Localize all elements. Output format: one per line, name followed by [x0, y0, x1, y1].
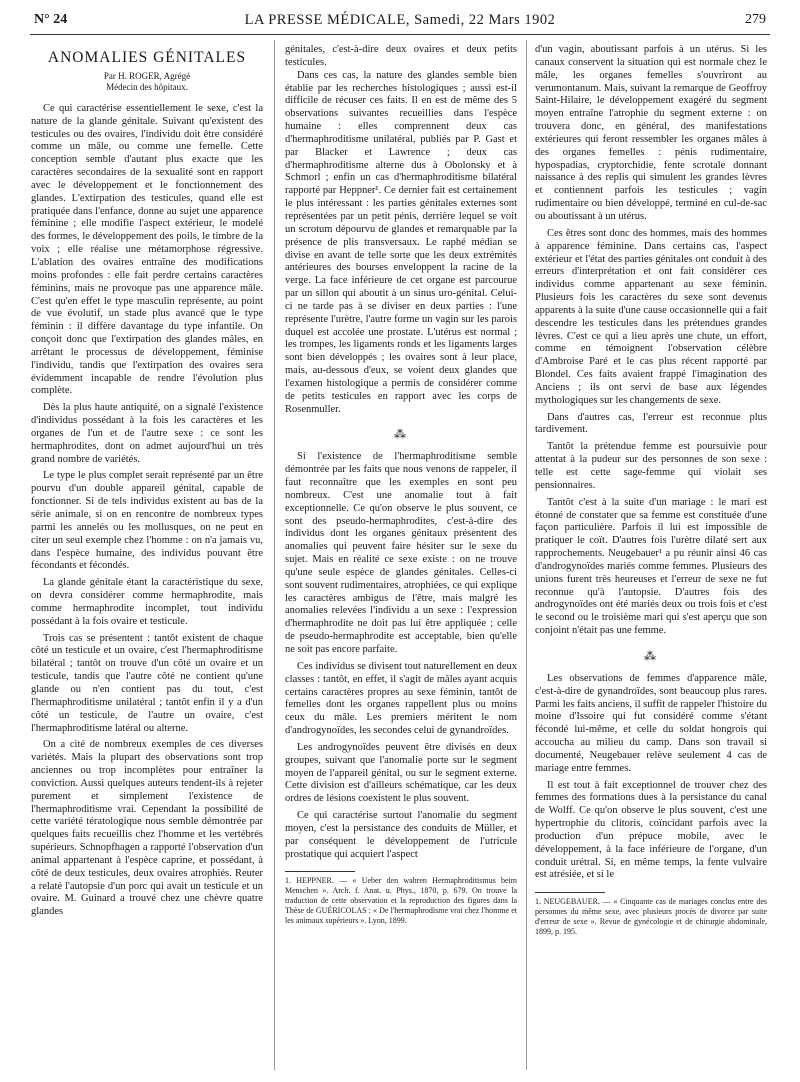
paragraph: Si l'existence de l'hermaphroditisme semble démontrée par les faits que nous venons de rappeler, il faut reconnaître que les exemples en sont peu nombreux. C'est une anomalie tout à fait exceptionnelle. Ce qu'on observe le plus souvent, ce sont des pseudo-hermaphrodites, c'est-à-dire des individus dont les organes génitaux présentent des anomalies qui peuvent faire hésiter sur le sexe du sujet. Mais en réalité ce sexe existe : on ne trouve qu'une seule espèce de glandes génitales. Celles-ci sont souvent rudimentaires, atrophiées, ce qui explique les caractères ambigus de l'être, mais malgré les anomalies relevées l'individu a un sexe : l'expression d'hermaphrodite ne doit pas lui être appliquée ; celle de pseudo-hermaphrodite est acceptable, bien qu'elle ne soit pas encore parfaite. [285, 451, 517, 655]
paragraph: Ce qui caractérise essentiellement le sexe, c'est la nature de la glande génitale. Suivant qu'existent des testicules ou des ovaires, l'individu doit être considéré comme un mâle, ou comme une femelle. Cette conception semble d'autant plus exacte que les caractères secondaires de la sexualité sont en rapport avec le développement et le fonctionnement des glandes. L'extirpation des testicules, quand elle est pratiquée dans l'enfance, donne au sujet une apparence féminine ; elle modifie l'aspect extérieur, le modelé des formes, le développement des poils, le timbre de la voix ; elle réalise une métamorphose régressive. L'ablation des ovaires entraîne des modifications moins profondes : elle fait perdre certains caractères féminins, mais ne provoque pas une apparence mâle. C'est qu'en effet le type masculin représente, au point de vue évolutif, un stade plus avancé que le type féminin : il diffère davantage du type infantile. On conçoit donc que l'extirpation des glandes mâles, en arrêtant le processus de développement, féminise l'individu, tandis que l'extirpation des ovaires sera évidemment incapable de rendre l'évolution plus complète. [31, 102, 263, 397]
paragraph: Ce qui caractérise surtout l'anomalie du segment moyen, c'est la persistance des conduits de Müller, et par conséquent le développement de l'utricule prostatique qui acquiert l'aspect [285, 810, 517, 860]
header-rule [30, 34, 770, 35]
page-number: 279 [745, 12, 766, 27]
column-divider-right [526, 40, 527, 1070]
footnote: 1. NEUGEBAUER. — « Cinquante cas de mariages conclus entre des personnes du même sexe, avec plusieurs procès de divorce par suite d'erreur de sexe ». Revue de gynécologie et de chirurgie abdominale, 1899, p. 195. [535, 897, 767, 937]
paragraph: On a cité de nombreux exemples de ces diverses variétés. Mais la plupart des observations sont trop anciennes ou trop incomplètes pour entraîner la conviction. Aussi quelques auteurs tendent-ils à rejeter purement et simplement l'existence de l'hermaphroditisme vrai. Cependant la possibilité de cette variété tératologique nous semble démontrée par quelques faits recueillis chez l'homme et les vertébrés supérieurs. Schnopfhagen a rapporté l'observation d'un animal appartenant à l'espèce caprine, et possédant, à côté de deux testicules, deux ovaires atrophiés. Reuter a relaté l'autopsie d'un porc qui avait un testicule et un ovaire. M. Guinard a trouvé chez une chèvre quatre glandes [31, 739, 263, 918]
paragraph: Tantôt c'est à la suite d'un mariage : le mari est étonné de constater que sa femme est constituée d'une façon particulière. Parfois il lui est impossible de pratiquer le coït. D'autres fois l'urètre dilaté sert aux rapprochements. Neugebauer¹ a pu réunir ainsi 46 cas d'androgynoïdes mariés comme femmes. Plusieurs des unions furent très heureuses et l'erreur de sexe ne fut reconnue qu'à l'autopsie. D'autres fois des androgynoïdes ont été mariés deux ou trois fois et c'est le second ou le troisième mari qui s'est aperçu que son conjoint n'était pas une femme. [535, 496, 767, 637]
paragraph: génitales, c'est-à-dire deux ovaires et deux petits testicules. [285, 44, 517, 68]
paragraph: Trois cas se présentent : tantôt existent de chaque côté un testicule et un ovaire, c'est l'hermaphroditisme bilatéral ; tantôt on trouve d'un côté un ovaire et un testicule, tandis que l'autre côté ne contient qu'une glande ou n'en contient pas du tout, c'est l'hermaphroditisme unilatéral ; tantôt enfin il y a d'un côté un testicule, de l'autre un ovaire, c'est l'hermaphroditisme latéral ou alterne. [31, 632, 263, 734]
paragraph: Il est tout à fait exceptionnel de trouver chez des femmes des formations dues à la persistance du canal de Wolff. Ce qu'on observe le plus souvent, c'est une hypertrophie du clitoris, coïncidant parfois avec la production d'un prépuce mobile, avec le développement, à la face inférieure de l'organe, d'un conduit urétral. Si, en même temps, la fente vulvaire est atrésiée, et si le [535, 779, 767, 881]
footnote: 1. HEPPNER. — « Ueber den wahren Hermaphroditismus beim Menschen ». Arch. f. Anat. u. Phys., 1870, p. 679. On trouve la traduction de cette observation et la reproduction des figures dans la Thèse de GUÉRICOLAS : « De l'hermaphrodisme vrai chez l'homme et les animaux supérieurs ». Lyon, 1899. [285, 876, 517, 926]
column-divider-left [274, 40, 275, 1070]
paragraph: Dans d'autres cas, l'erreur est reconnue plus tardivement. [535, 411, 767, 436]
paragraph: Les androgynoïdes peuvent être divisés en deux groupes, suivant que l'anomalie porte sur le segment moyen de l'appareil génital, ou sur le segment externe. Cette division est d'ailleurs schématique, car les deux ordres de lésions coexistent le plus souvent. [285, 741, 517, 805]
footnote-rule [285, 871, 355, 872]
paragraph: Ces êtres sont donc des hommes, mais des hommes à apparence féminine. Dans certains cas, l'aspect extérieur et l'état des parties génitales ont conduit à des erreurs d'interprétation et ont fait considérer ces individus comme appartenant au sexe féminin. Plusieurs fois les caractères du sexe sont devenus apparents à la suite d'une cause occasionnelle qui a fait descendre les testicules dans les prétendues grandes lèvres. C'est ce qui a lieu après une chute, un effort, comme en témoignent l'observation célèbre d'Ambroise Paré et le cas plus récent rapporté par Blondel. Ces faits avaient frappé l'imagination des Anciens ; ils ont servi de base aux légendes mythologiques sur les changements de sexe. [535, 227, 767, 406]
column-3 [535, 44, 767, 937]
author-name: Par H. ROGER, Agrégé [103, 70, 191, 81]
paragraph: La glande génitale étant la caractéristique du sexe, on devra considérer comme hermaphrodite, mais comme hermaphrodite incomplet, tout individu possédant à la fois ovaire et testicule. [31, 577, 263, 627]
paragraph: d'un vagin, aboutissant parfois à un utérus. Si les canaux conservent la situation qui est normale chez le mâle, les organes femelles s'ouvriront au verumontanum. Mais, suivant la remarque de Geoffroy Saint-Hilaire, le développement exagéré du segment moyen entraîne l'atrophie du segment externe : on trouvera donc, en général, des manifestations extérieures qui feront ressembler les organes mâles à des organes femelles : pénis rudimentaire, hypospadias, cryptorchidie, fente scrotale donnant naissance à des replis qui simulent les grandes lèvres et contiennent parfois les testicules ; vagin rudimentaire ou bien développé, terminé en cul-de-sac ou aboutissant à un utérus. [535, 44, 767, 222]
paragraph: Dès la plus haute antiquité, on a signalé l'existence d'individus possédant à la fois les caractères et les organes de l'un et de l'autre sexe : ce sont les hermaphrodites, dont on admet aujourd'hui un très grand nombre de variétés. [31, 402, 263, 465]
paragraph: Tantôt la prétendue femme est poursuivie pour attentat à la pudeur sur des personnes de son sexe : telle est cette sage-femme qui violait ses pensionnaires. [535, 441, 767, 491]
paragraph: Dans ces cas, la nature des glandes semble bien établie par les recherches histologiques ; aussi est-il difficile de récuser ces faits. Il en est de même des 5 observations suivantes recueillies dans l'espèce humaine : elles comprennent deux cas d'hermaphroditisme unilatéral, publiés par P. Gast et par Blacker et Lawrence ; deux cas d'hermaphroditisme alterne dus à Obolonsky et à Schmorl ; enfin un cas d'hermaphroditisme bilatéral rapporté par Heppner¹. Ce dernier fait est certainement le plus intéressant : les parties génitales externes sont représentées par un petit pénis, derrière lequel se voit un scrotum dépourvu de glandes et remarquable par la présence de plis transversaux. Le raphé médian se divise en avant de telle sorte que les deux extrémités antérieures des bourses enveloppent la racine de la verge. La face inférieure de cet organe est parcourue par un sillon qui aboutit à un sinus uro-génital. Celui-ci ne tarde pas à se diviser en deux parties : l'une représente l'urètre, l'autre forme un vagin sur les parois duquel est accolée une prostate. L'utérus est normal ; les trompes, les ligaments ronds et les ligaments larges sont bien développés ; les ovaires sont à leur place, mais, au-dessous d'eux, se voient deux glandes que l'examen histologique a permis de considérer comme de petits testicules en rapport avec les corps de Rosenmuller. [285, 69, 517, 415]
running-header [0, 4, 800, 34]
journal-title: LA PRESSE MÉDICALE, Samedi, 22 Mars 1902 [244, 12, 556, 28]
section-separator: ⁂ [394, 427, 408, 442]
paragraph: Ces individus se divisent tout naturellement en deux classes : tantôt, en effet, il s'agit de mâles ayant acquis certains caractères propres au sexe féminin, tantôt de femelles dont les organes rappellent plus ou moins ceux du mâle. Les premiers méritent le nom d'androgynoïdes, les secondes celui de gynandroïdes. [285, 660, 517, 737]
issue-number: N° 24 [34, 12, 68, 27]
article-byline [31, 71, 263, 93]
column-2 [285, 44, 517, 926]
paragraph: Les observations de femmes d'apparence mâle, c'est-à-dire de gynandroïdes, sont beaucoup plus rares. Parmi les faits anciens, il suffit de rappeler l'histoire du moine d'Issoire qui fut considéré comme s'étant fécondé lui-même, et celle du soldat hongrois qui accoucha au milieu du camp. Dans son travail si documenté, Neugebauer relève seulement 4 cas de mariage entre femmes. [535, 672, 767, 774]
paragraph: Le type le plus complet serait représenté par un être pourvu d'un double appareil génital, capable de fonctionner. Si de tels individus existent au bas de la série animale, si on en rencontre de nombreux types parmi les annelés ou les mollusques, on ne peut en citer un seul exemple chez l'homme : on n'a jamais vu, dans l'espèce humaine, des individus pouvant être fécondants et fécondés. [31, 470, 263, 572]
article-title: ANOMALIES GÉNITALES [47, 49, 247, 66]
footnote-rule [535, 892, 605, 893]
column-1 [31, 44, 263, 919]
section-separator: ⁂ [644, 648, 658, 663]
author-role: Médecin des hôpitaux. [106, 81, 188, 92]
